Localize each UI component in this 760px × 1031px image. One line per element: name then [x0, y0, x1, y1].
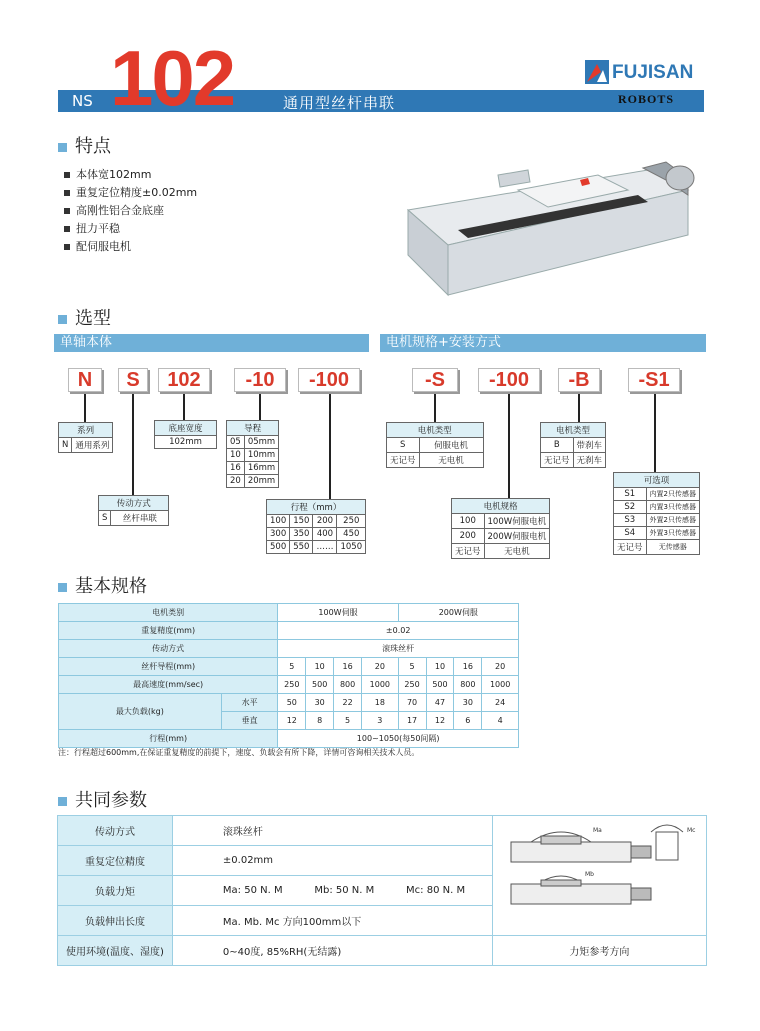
series-prefix: NS — [72, 92, 93, 110]
connector-line — [183, 394, 185, 420]
code-motor-type: -S — [412, 368, 458, 392]
body-section-bar: 单轴本体 — [54, 334, 369, 352]
common-table: 传动方式 滚珠丝杆 Ma Mc Mb 重复定位精度 ±0.02mm 负载力矩 Ma: 50 N. M Mb: 50 N. M Mc: 80 N. M 负载伸出长度 Ma. Mb. Mc 方向100mm以下 使用环境(温度、湿度) 0~40度, 85%RH(无结露) 力矩参考方向 — [57, 815, 707, 966]
specs-heading: 基本规格 — [58, 572, 147, 598]
connector-line — [578, 394, 580, 422]
motor-type-table: 电机类型 S 伺服电机 无记号 无电机 — [386, 422, 484, 468]
motor-section-bar: 电机规格+安装方式 — [380, 334, 706, 352]
code-series: N — [68, 368, 102, 392]
feature-item: 重复定位精度±0.02mm — [64, 184, 197, 200]
connector-line — [434, 394, 436, 422]
features-heading: 特点 — [58, 132, 111, 158]
specs-note: 注：行程超过600mm,在保证重复精度的前提下，速度、负载会有所下降，详情可咨询相关技术人员。 — [58, 748, 420, 757]
code-motor-spec: -100 — [478, 368, 540, 392]
brake-table: 电机类型 B 带刹车 无记号 无刹车 — [540, 422, 606, 468]
connector-line — [84, 394, 86, 422]
code-lead: -10 — [234, 368, 286, 392]
moment-diagram-icon — [501, 820, 701, 930]
code-drive: S — [118, 368, 148, 392]
connector-line — [654, 394, 656, 472]
model-number: 102 — [110, 34, 235, 122]
linear-module-image — [398, 150, 698, 300]
width-table: 底座宽度 102mm — [154, 420, 217, 449]
section-marker-icon — [58, 797, 67, 806]
page-title: 通用型丝杆串联 — [283, 94, 396, 112]
brand-logo-icon — [585, 60, 609, 84]
connector-line — [508, 394, 510, 498]
series-table: 系列 N 通用系列 — [58, 422, 113, 453]
feature-item: 扭力平稳 — [64, 220, 120, 236]
code-options: -S1 — [628, 368, 680, 392]
connector-line — [329, 394, 331, 500]
lead-table: 导程 05 05mm 10 10mm 16 16mm 20 20mm — [226, 420, 279, 488]
stroke-table: 行程（mm） 100 150 200 250 300 350 400 450 500 550 …… 1050 — [266, 499, 366, 554]
motor-spec-table: 电机规格 100 100W伺服电机 200 200W伺服电机 无记号 无电机 — [451, 498, 550, 559]
feature-item: 配伺服电机 — [64, 238, 131, 254]
feature-item: 高刚性铝合金底座 — [64, 202, 164, 218]
mc-label: Mc — [686, 827, 696, 834]
code-width: 102 — [158, 368, 210, 392]
common-heading: 共同参数 — [58, 786, 147, 812]
section-marker-icon — [58, 583, 67, 592]
selection-heading: 选型 — [58, 304, 111, 330]
code-stroke: -100 — [298, 368, 360, 392]
mb-label: Mb — [584, 871, 594, 878]
feature-item: 本体宽102mm — [64, 166, 151, 182]
ma-label: Ma — [592, 827, 602, 834]
moment-diagram-cell — [492, 816, 706, 936]
connector-line — [132, 394, 134, 496]
brand-sub: ROBOTS — [618, 92, 675, 106]
section-marker-icon — [58, 315, 67, 324]
diagram-caption: 力矩参考方向 — [492, 936, 706, 966]
specs-table: 电机类别 100W伺服 200W伺服 重复精度(mm) ±0.02 传动方式 滚珠丝杆 丝杆导程(mm) 5 10 16 20 5 10 16 20 最高速度(mm/sec) 250 500 800 1000 250 500 800 1000 最大负载(kg) 水平 50 30 22 18 70 47 30 24 垂直 12 8 5 3 17 12 6 4 行程(mm) 100~1050(每50间隔) — [58, 603, 519, 748]
options-table: 可选项 S1 内置2只传感器 S2 内置3只传感器 S3 外置2只传感器 S4 外置3只传感器 无记号 无传感器 — [613, 472, 700, 555]
section-marker-icon — [58, 143, 67, 152]
drive-table: 传动方式 S 丝杆串联 — [98, 495, 169, 526]
brand-name: FUJISAN — [612, 62, 694, 83]
connector-line — [259, 394, 261, 420]
code-brake: -B — [558, 368, 600, 392]
